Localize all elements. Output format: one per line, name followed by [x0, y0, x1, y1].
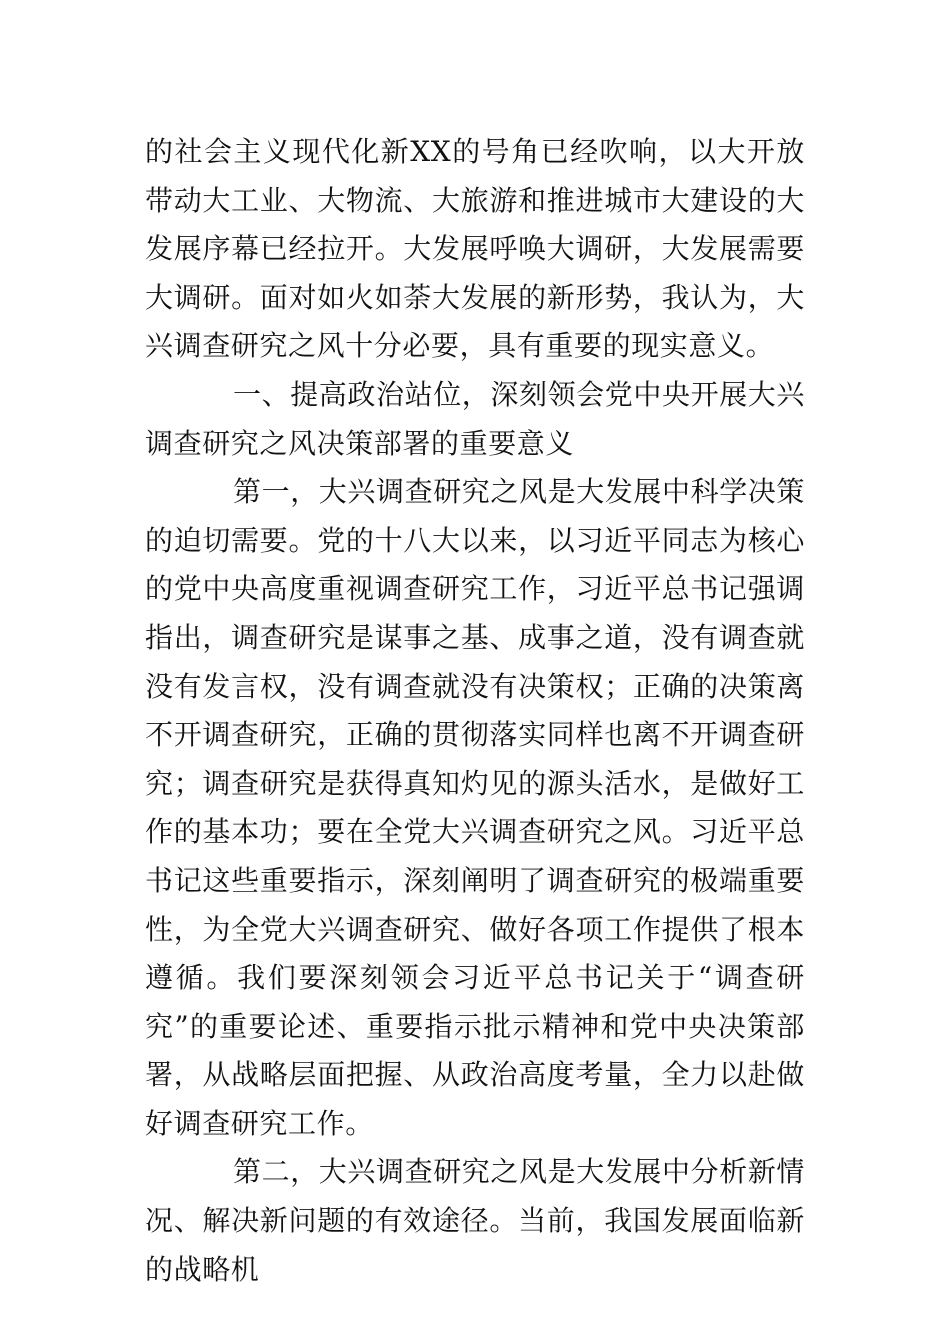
paragraph-continuation: 的社会主义现代化新XX的号角已经吹响，以大开放带动大工业、大物流、大旅游和推进城市大建设的大发展序幕已经拉开。大发展呼唤大调研，大发展需要大调研。面对如火如荼大发展的新形势，我认为，大兴调查研究之风十分必要，具有重要的现实意义。 — [145, 135, 805, 363]
section-heading: 一、提高政治站位，深刻领会党中央开展大兴调查研究之风决策部署的重要意义 — [145, 377, 806, 460]
document-body — [145, 128, 805, 1294]
paragraph-first-point: 第一，大兴调查研究之风是大发展中科学决策的迫切需要。党的十八大以来，以习近平同志为核心的党中央高度重视调查研究工作，习近平总书记强调指出，调查研究是谋事之基、成事之道，没有调查就没有发言权，没有调查就没有决策权；正确的决策离不开调查研究，正确的贯彻落实同样也离不开调查研究；调查研究是获得真知灼见的源头活水，是做好工作的基本功；要在全党大兴调查研究之风。习近平总书记这些重要指示，深刻阐明了调查研究的极端重要性，为全党大兴调查研究、做好各项工作提供了根本遵循。我们要深刻领会习近平总书记关于“调查研究”的重要论述、重要指示批示精神和党中央决策部署，从战略层面把握、从政治高度考量，全力以赴做好调查研究工作。 — [145, 475, 806, 1140]
paragraph-second-point: 第二，大兴调查研究之风是大发展中分析新情况、解决新问题的有效途径。当前，我国发展面临新的战略机 — [145, 1155, 806, 1286]
